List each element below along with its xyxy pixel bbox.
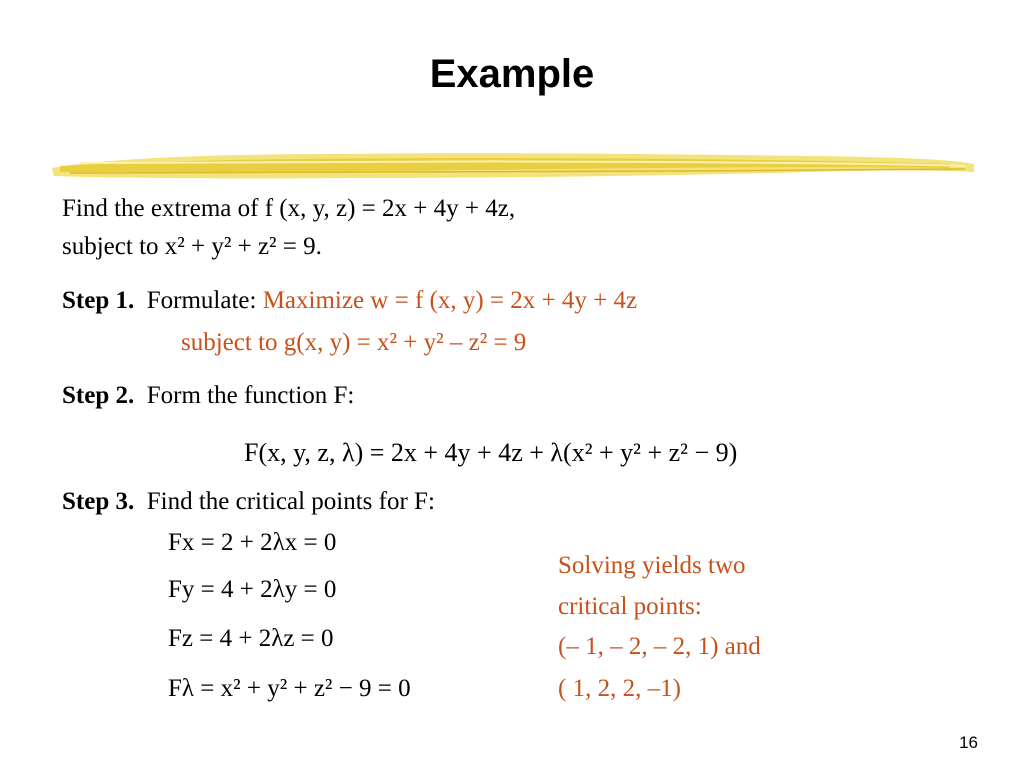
step2-text: Form the function F: [146,382,355,409]
step1-label: Step 1. [62,287,135,314]
brush-stroke-divider [50,146,976,186]
lagrangian-equation: F(x, y, z, λ) = 2x + 4y + 4z + λ(x² + y² + z² − 9) [244,438,738,467]
problem-lead: Find the extrema of [62,195,265,222]
solution-line-1: Solving yields two [558,552,746,579]
problem-line-1 [62,194,515,224]
step1-maximize: Maximize w = f (x, y) = 2x + 4y + 4z [262,287,638,314]
partial-eq-lambda: Fλ = x² + y² + z² − 9 = 0 [168,675,411,702]
partial-eq-z: Fz = 4 + 2λz = 0 [168,625,334,652]
partial-eq-y: Fy = 4 + 2λy = 0 [168,576,337,603]
objective-function: f (x, y, z) = 2x + 4y + 4z, [264,195,516,222]
step1-line [62,286,637,316]
constraint-lead: subject to [62,233,165,260]
solution-line-2: critical points: [558,593,702,620]
step3-text: Find the critical points for F: [146,488,435,515]
step2-label: Step 2. [62,382,135,409]
slide-title: Example [429,52,595,96]
partial-eq-x: Fx = 2 + 2λx = 0 [168,529,337,556]
step3-line [62,487,435,517]
step1-formulate: Formulate: [146,287,263,314]
solution-line-4: ( 1, 2, 2, –1) [558,675,681,702]
step1-subject: subject to g(x, y) = x² + y² – z² = 9 [181,329,527,356]
constraint-equation: x² + y² + z² = 9. [164,233,322,260]
step2-line [62,381,354,411]
problem-line-2 [62,232,322,262]
step3-label: Step 3. [62,488,135,515]
page-number: 16 [959,733,978,752]
solution-line-3: (– 1, – 2, – 2, 1) and [558,633,761,660]
